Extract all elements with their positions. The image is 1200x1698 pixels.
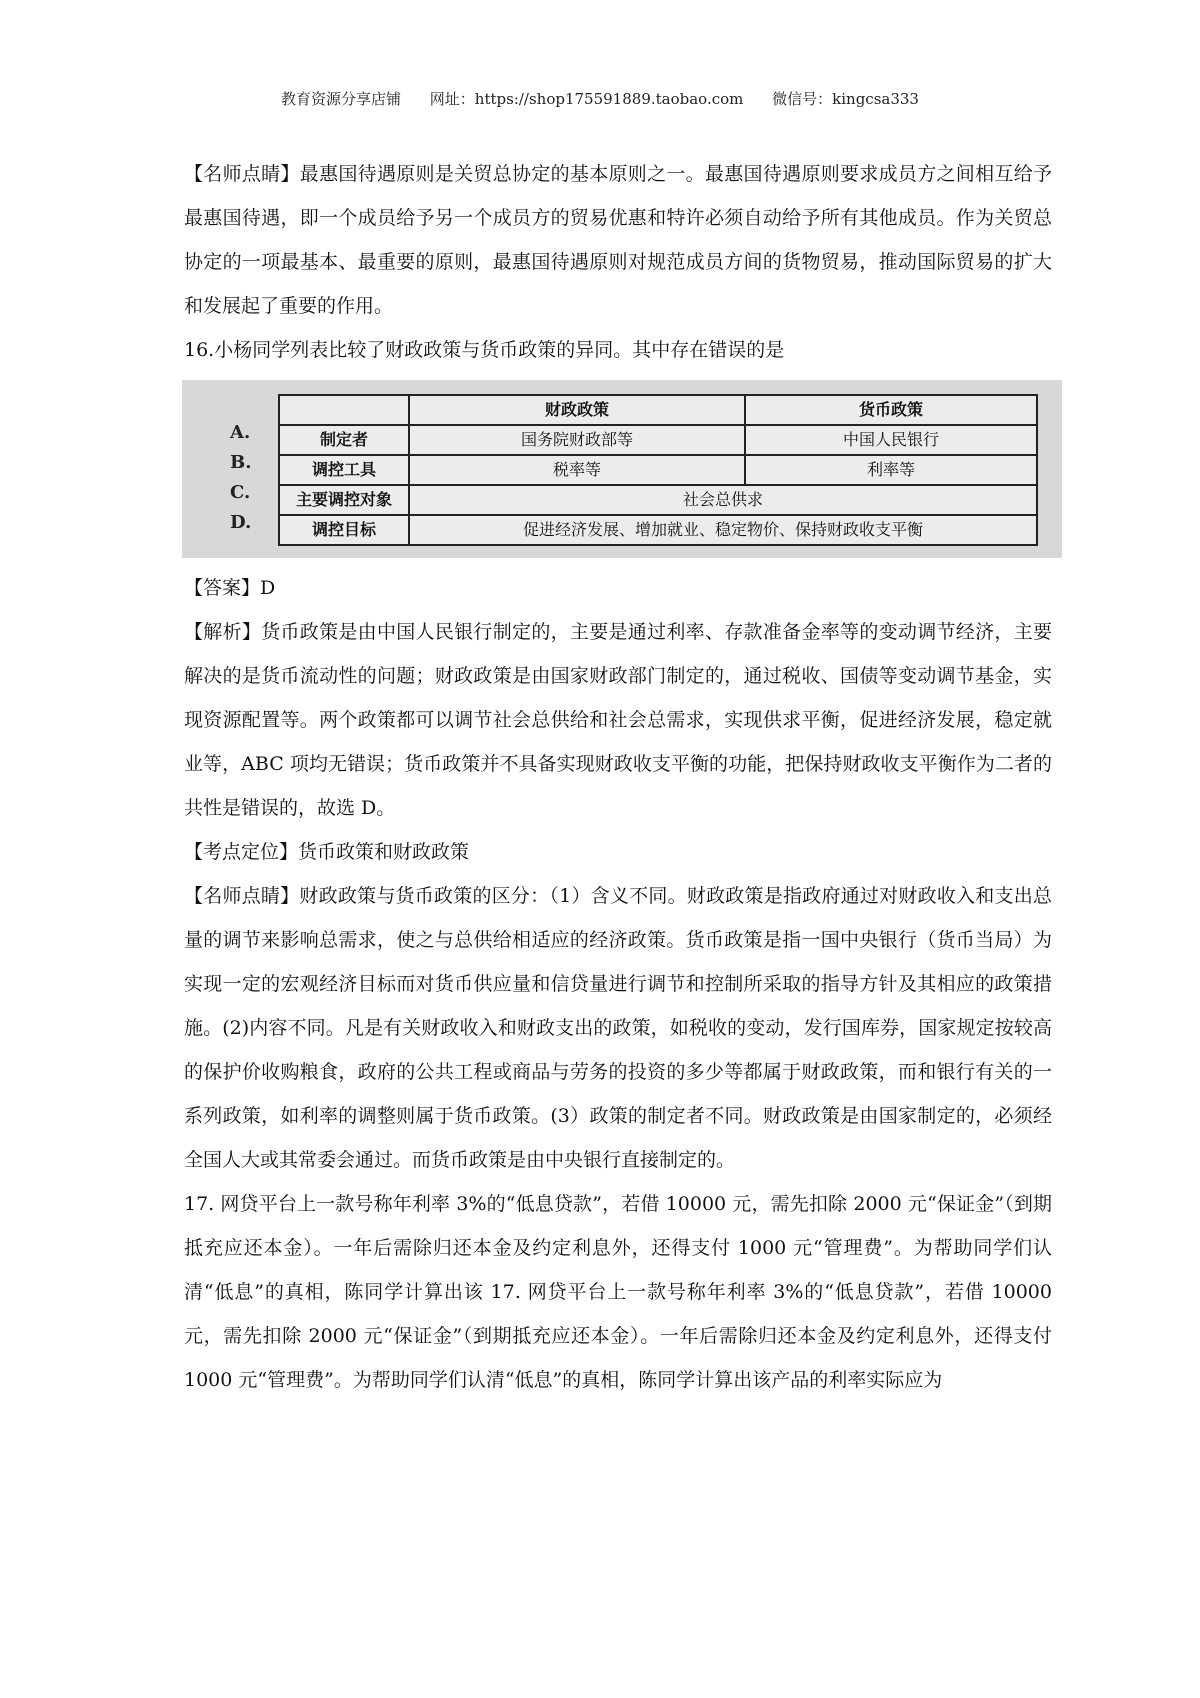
header-shop: 教育资源分享店铺 [281,90,402,108]
policy-comparison-table [278,394,1038,546]
table-row [279,485,1037,515]
cell-monetary: 利率等 [745,455,1037,485]
option-letter-d: D. [230,512,252,533]
table-row [279,515,1037,545]
option-letter-b: B. [230,452,252,473]
row-label: 主要调控对象 [279,485,409,515]
answer-line: 【答案】D [184,577,276,599]
teacher-note-paragraph: 【名师点睛】最惠国待遇原则是关贸总协定的基本原则之一。最惠国待遇原则要求成员方之间相互给予最惠国待遇，即一个成员给予另一个成员方的贸易优惠和特许必须自动给予所有其他成员。作为关贸总协定的一项最基本、最重要的原则，最惠国待遇原则对规范成员方间的货物贸易，推动国际贸易的扩大和发展起了重要的作用。 [184,163,1052,317]
document-body [184,152,1052,1402]
analysis-paragraph: 【解析】货币政策是由中国人民银行制定的，主要是通过利率、存款准备金率等的变动调节经济，主要解决的是货币流动性的问题；财政政策是由国家财政部门制定的，通过税收、国债等变动调节基金，实现资源配置等。两个政策都可以调节社会总供给和社会总需求，实现供求平衡，促进经济发展，稳定就业等，ABC 项均无错误；货币政策并不具备实现财政收支平衡的功能，把保持财政收支平衡作为二者的共性是错误的，故选 D。 [184,621,1052,819]
option-letter-c: C. [230,482,251,503]
question-16: 16.小杨同学列表比较了财政政策与货币政策的异同。其中存在错误的是 [184,339,785,361]
cell-monetary: 中国人民银行 [745,425,1037,455]
cell-fiscal: 国务院财政部等 [409,425,745,455]
question-16-table-image [182,380,1062,558]
col-header-monetary: 货币政策 [745,395,1037,425]
header-wechat: 微信号：kingcsa333 [772,90,919,108]
option-letter-a: A. [230,422,251,443]
table-header-row [279,395,1037,425]
header-url: 网址：https://shop175591889.taobao.com [429,90,744,108]
table-row [279,455,1037,485]
table-row [279,425,1037,455]
row-label: 调控目标 [279,515,409,545]
cell-merged: 社会总供求 [409,485,1037,515]
cell-fiscal: 税率等 [409,455,745,485]
question-17: 17. 网贷平台上一款号称年利率 3%的“低息贷款”，若借 10000 元，需先扣除 2000 元“保证金”（到期抵充应还本金）。一年后需除归还本金及约定利息外，还得支付 1000 元“管理费”。为帮助同学们认清“低息”的真相，陈同学计算出该 17. 网贷平台上一款号称年利率 3%的“低息贷款”，若借 10000 元，需先扣除 2000 元“保证金”（到期抵充应还本金）。一年后需除归还本金及约定利息外，还得支付 1000 元“管理费”。为帮助同学们认清“低息”的真相，陈同学计算出该产品的利率实际应为 [184,1193,1052,1391]
kaodian-line: 【考点定位】货币政策和财政政策 [184,841,470,863]
table-corner-cell [279,395,409,425]
row-label: 制定者 [279,425,409,455]
cell-merged: 促进经济发展、增加就业、稳定物价、保持财政收支平衡 [409,515,1037,545]
teacher-note-paragraph-2: 【名师点睛】财政政策与货币政策的区分：（1）含义不同。财政政策是指政府通过对财政收入和支出总量的调节来影响总需求，使之与总供给相适应的经济政策。货币政策是指一国中央银行（货币当局）为实现一定的宏观经济目标而对货币供应量和信贷量进行调节和控制所采取的指导方针及其相应的政策措施。(2)内容不同。凡是有关财政收入和财政支出的政策，如税收的变动，发行国库券，国家规定按较高的保护价收购粮食，政府的公共工程或商品与劳务的投资的多少等都属于财政政策，而和银行有关的一系列政策，如利率的调整则属于货币政策。(3）政策的制定者不同。财政政策是由国家制定的，必须经全国人大或其常委会通过。而货币政策是由中央银行直接制定的。 [184,885,1052,1171]
row-label: 调控工具 [279,455,409,485]
option-letters [230,418,270,538]
col-header-fiscal: 财政政策 [409,395,745,425]
page-header [0,88,1200,109]
